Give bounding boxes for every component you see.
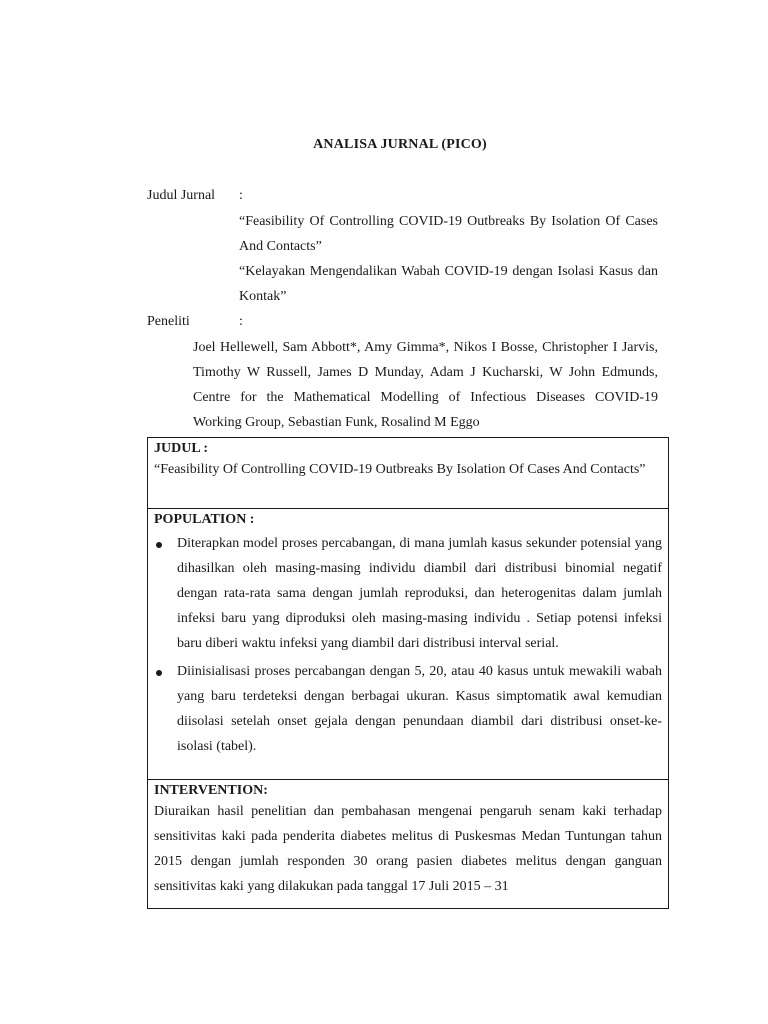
judul-row: [148, 438, 669, 509]
peneliti-block: [193, 335, 658, 435]
population-bullet-text: Diterapkan model proses percabangan, di mana jumlah kasus sekunder potensial yang dihasilkan oleh masing-masing individu diambil dari distribusi binomial negatif dengan rata-rata sama dengan jumlah reproduksi, dan heterogenitas dalam jumlah infeksi baru yang diproduksi oleh masing-masing individu . Setiap potensi infeksi baru diberi waktu infeksi yang diambil dari distribusi interval serial.: [177, 536, 662, 651]
judul-jurnal-english: “Feasibility Of Controlling COVID-19 Outbreaks By Isolation Of Cases And Contacts”: [239, 214, 658, 254]
population-list: [154, 531, 662, 759]
population-cell: [148, 509, 669, 780]
judul-jurnal-indonesian: “Kelayakan Mengendalikan Wabah COVID-19 dengan Isolasi Kasus dan Kontak”: [239, 264, 658, 304]
population-bullet-text: Diinisialisasi proses percabangan dengan 5, 20, atau 40 kasus untuk mewakili wabah yang baru terdeteksi dengan berbagai ukuran. Kasus simptomatik awal kemudian diisolasi setelah onset gejala dengan penundaan diambil dari distribusi onset-ke-isolasi (tabel).: [177, 664, 662, 754]
document-title: ANALISA JURNAL (PICO): [313, 137, 487, 152]
bullet-dot-icon: [156, 670, 162, 676]
pico-table: [147, 437, 669, 909]
intervention-heading: INTERVENTION:: [154, 783, 268, 798]
population-heading: POPULATION :: [154, 512, 255, 527]
judul-cell: [148, 438, 669, 509]
bullet-dot-icon: [156, 542, 162, 548]
peneliti-label: Peneliti: [147, 314, 190, 329]
judul-text: “Feasibility Of Controlling COVID-19 Outbreaks By Isolation Of Cases And Contacts”: [154, 462, 646, 477]
population-bullet-item: [154, 531, 662, 656]
population-bullet-item: [154, 659, 662, 759]
judul-jurnal-block: [239, 209, 658, 309]
judul-jurnal-label: Judul Jurnal: [147, 188, 216, 203]
intervention-cell: [148, 780, 669, 909]
peneliti-colon: :: [239, 314, 243, 329]
judul-heading: JUDUL :: [154, 441, 209, 456]
intervention-text: Diuraikan hasil penelitian dan pembahasan mengenai pengaruh senam kaki terhadap sensitivitas kaki pada penderita diabetes melitus di Puskesmas Medan Tuntungan tahun 2015 dengan jumlah responden 30 orang pasien diabetes melitus dengan ganguan sensitivitas kaki yang dilakukan pada tanggal 17 Juli 2015 – 31: [154, 804, 662, 894]
peneliti-names: Joel Hellewell, Sam Abbott*, Amy Gimma*, Nikos I Bosse, Christopher I Jarvis, Timothy W Russell, James D Munday, Adam J Kucharski, W John Edmunds, Centre for the Mathematical Modelling of Infectious Diseases COVID-19 Working Group, Sebastian Funk, Rosalind M Eggo: [193, 340, 658, 430]
intervention-row: [148, 780, 669, 909]
population-row: [148, 509, 669, 780]
judul-jurnal-colon: :: [239, 188, 243, 203]
